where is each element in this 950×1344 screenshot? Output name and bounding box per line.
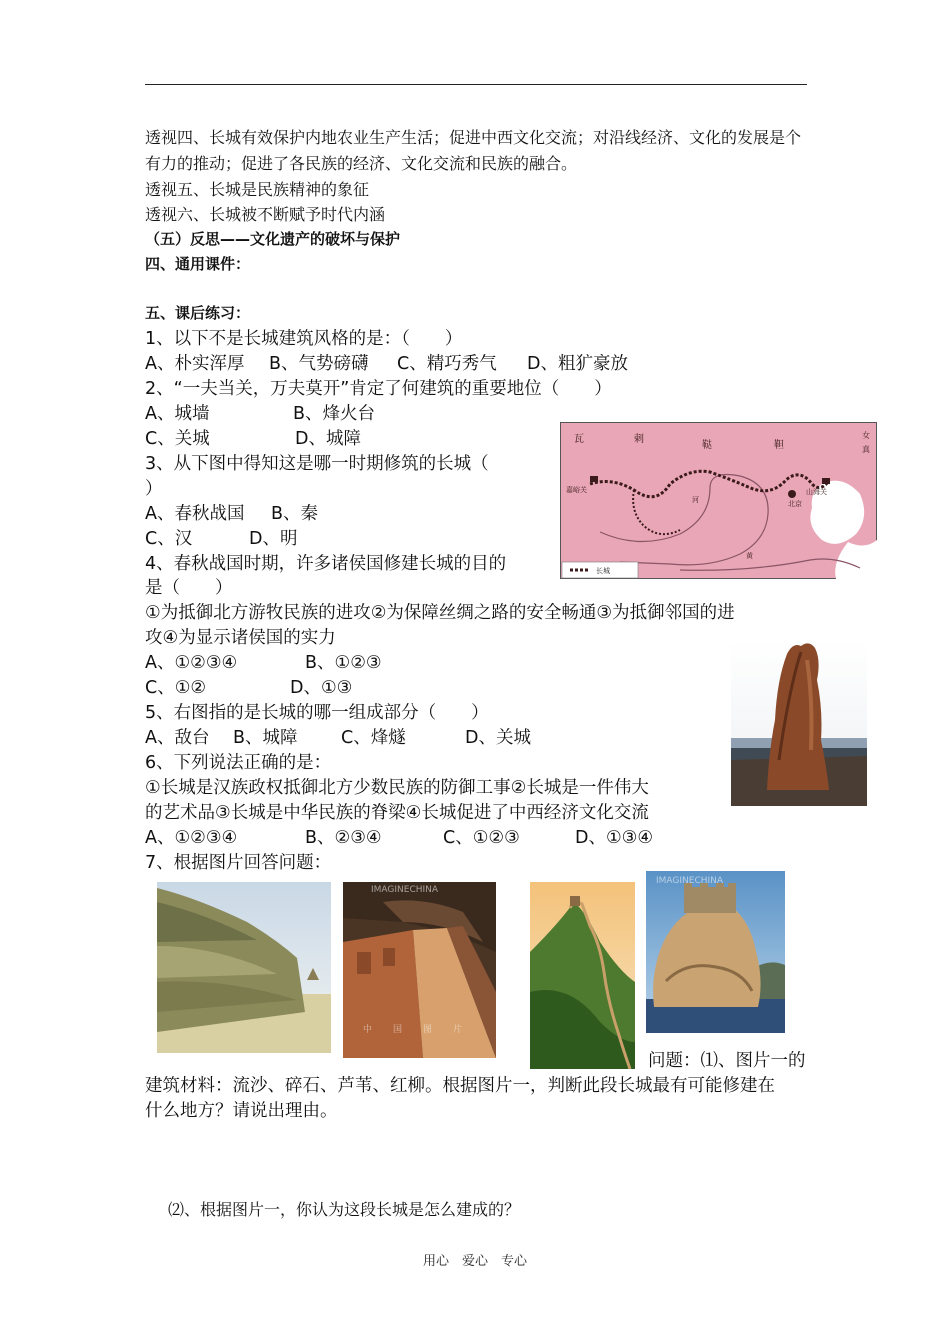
- q7-question-1-line-1: 问题：⑴、图片一的: [648, 1051, 806, 1071]
- q5-option-a: A、敌台: [145, 728, 210, 748]
- q2-option-c: C、关城: [145, 429, 210, 449]
- q4-text-line-2: 攻④为显示诸侯国的实力: [145, 628, 336, 648]
- q2-options-row-2: [145, 425, 361, 450]
- q5-stem: 5、右图指的是长城的哪一组成部分（ ）: [145, 703, 489, 723]
- q4-options-row-2: [145, 674, 352, 699]
- q1-options: [145, 350, 628, 375]
- q2-options-row-1: [145, 400, 375, 425]
- q6-option-a: A、①②③④: [145, 828, 238, 848]
- svg-text:鞑: 鞑: [702, 440, 712, 451]
- header-rule: [145, 84, 807, 85]
- q2-stem: 2、“一夫当关，万夫莫开”肯定了何建筑的重要地位（ ）: [145, 379, 612, 399]
- q5-options: [145, 724, 531, 749]
- svg-text:山海关: 山海关: [806, 488, 827, 496]
- q6-stem: 6、下列说法正确的是：: [145, 753, 332, 773]
- q3-option-c: C、汉: [145, 529, 193, 549]
- q7-question-1-line-3: 什么地方？请说出理由。: [145, 1101, 338, 1121]
- fortress: [684, 887, 736, 913]
- q7-photo-4-fortress-over-water: [646, 871, 785, 1033]
- q3-option-b: B、秦: [271, 504, 319, 524]
- q7-photo-3-mountain-wall: [530, 882, 635, 1069]
- q7-question-2: ⑵、根据图片一，你认为这段长城是怎么建成的？: [168, 1200, 521, 1219]
- q5-option-d: D、关城: [465, 728, 531, 748]
- q6-text-line-2: 的艺术品③长城是中华民族的脊梁④长城促进了中西经济文化交流: [145, 803, 649, 823]
- svg-text:IMAGINECHINA: IMAGINECHINA: [656, 876, 724, 886]
- q4-option-d: D、①③: [290, 678, 353, 698]
- q1-option-b: B、气势磅礴: [269, 354, 369, 374]
- svg-text:靼: 靼: [774, 440, 784, 451]
- beacon-tower-photo: [731, 640, 867, 806]
- svg-text:中: 中: [363, 1025, 373, 1035]
- svg-text:长城: 长城: [596, 567, 610, 575]
- heading-exercises: 五、课后练习：: [145, 304, 251, 322]
- q5-option-b: B、城障: [233, 728, 298, 748]
- svg-text:河: 河: [692, 496, 699, 504]
- q2-option-d: D、城障: [295, 429, 361, 449]
- svg-text:女: 女: [862, 431, 870, 440]
- q2-option-b: B、烽火台: [293, 404, 376, 424]
- q3-option-a: A、春秋战国: [145, 504, 245, 524]
- q4-option-a: A、①②③④: [145, 653, 238, 673]
- q2-option-a: A、城墙: [145, 404, 210, 424]
- svg-text:IMAGINECHINA: IMAGINECHINA: [371, 885, 439, 895]
- q1-option-c: C、精巧秀气: [397, 354, 497, 374]
- svg-text:剌: 剌: [634, 434, 644, 445]
- q7-question-1-line-2: 建筑材料：流沙、碎石、芦苇、红柳。根据图片一，判断此段长城最有可能修建在: [145, 1076, 775, 1096]
- q4-option-b: B、①②③: [305, 653, 382, 673]
- svg-text:瓦: 瓦: [574, 434, 584, 445]
- q3-options-row-2: [145, 525, 297, 550]
- svg-text:真: 真: [862, 445, 870, 454]
- para-6: 透视六、长城被不断赋予时代内涵: [145, 205, 386, 224]
- q6-option-c: C、①②③: [443, 828, 520, 848]
- q6-option-d: D、①③④: [575, 828, 654, 848]
- ming-great-wall-map: [560, 422, 877, 579]
- heading-reflection: （五）反思——文化遗产的破坏与保护: [145, 230, 401, 248]
- q3-options-row-1: [145, 500, 318, 525]
- q6-options: [145, 824, 653, 849]
- q4-stem-line-1: 4、春秋战国时期，许多诸侯国修建长城的目的: [145, 554, 507, 574]
- q6-text-line-1: ①长城是汉族政权抵御北方少数民族的防御工事②长城是一件伟大: [145, 778, 649, 798]
- q3-option-d: D、明: [249, 529, 298, 549]
- q5-option-c: C、烽燧: [341, 728, 406, 748]
- q4-stem-line-2: 是（ ）: [145, 578, 233, 598]
- q3-stem-line-1: 3、从下图中得知这是哪一时期修筑的长城（: [145, 454, 489, 474]
- q6-option-b: B、②③④: [305, 828, 382, 848]
- q4-options-row-1: [145, 649, 382, 674]
- svg-text:嘉峪关: 嘉峪关: [566, 486, 587, 494]
- q3-stem-line-2: ）: [145, 479, 163, 499]
- para-4-line-2: 有力的推动；促进了各民族的经济、文化交流和民族的融合。: [145, 154, 578, 173]
- q7-photo-2-wall-walkway: [343, 882, 496, 1058]
- q7-stem: 7、根据图片回答问题：: [145, 853, 332, 873]
- q1-stem: 1、以下不是长城建筑风格的是：（ ）: [145, 329, 463, 349]
- q1-option-d: D、粗犷豪放: [527, 354, 628, 374]
- q4-option-c: C、①②: [145, 678, 207, 698]
- svg-text:北京: 北京: [788, 500, 802, 508]
- svg-text:图: 图: [423, 1025, 433, 1035]
- q4-text-line-1: ①为抵御北方游牧民族的进攻②为保障丝绸之路的安全畅通③为抵御邻国的进: [145, 603, 735, 623]
- svg-text:片: 片: [453, 1025, 463, 1035]
- q1-option-a: A、朴实浑厚: [145, 354, 245, 374]
- heading-courseware: 四、通用课件：: [145, 255, 251, 273]
- svg-text:黄: 黄: [746, 552, 753, 560]
- svg-text:国: 国: [393, 1025, 403, 1035]
- q7-photo-1-reed-wall: [157, 882, 331, 1053]
- para-5: 透视五、长城是民族精神的象征: [145, 180, 370, 199]
- para-4-line-1: 透视四、长城有效保护内地农业生产生活；促进中西文化交流；对沿线经济、文化的发展是个: [145, 128, 802, 147]
- footer-motto: 用心 爱心 专心: [422, 1254, 527, 1269]
